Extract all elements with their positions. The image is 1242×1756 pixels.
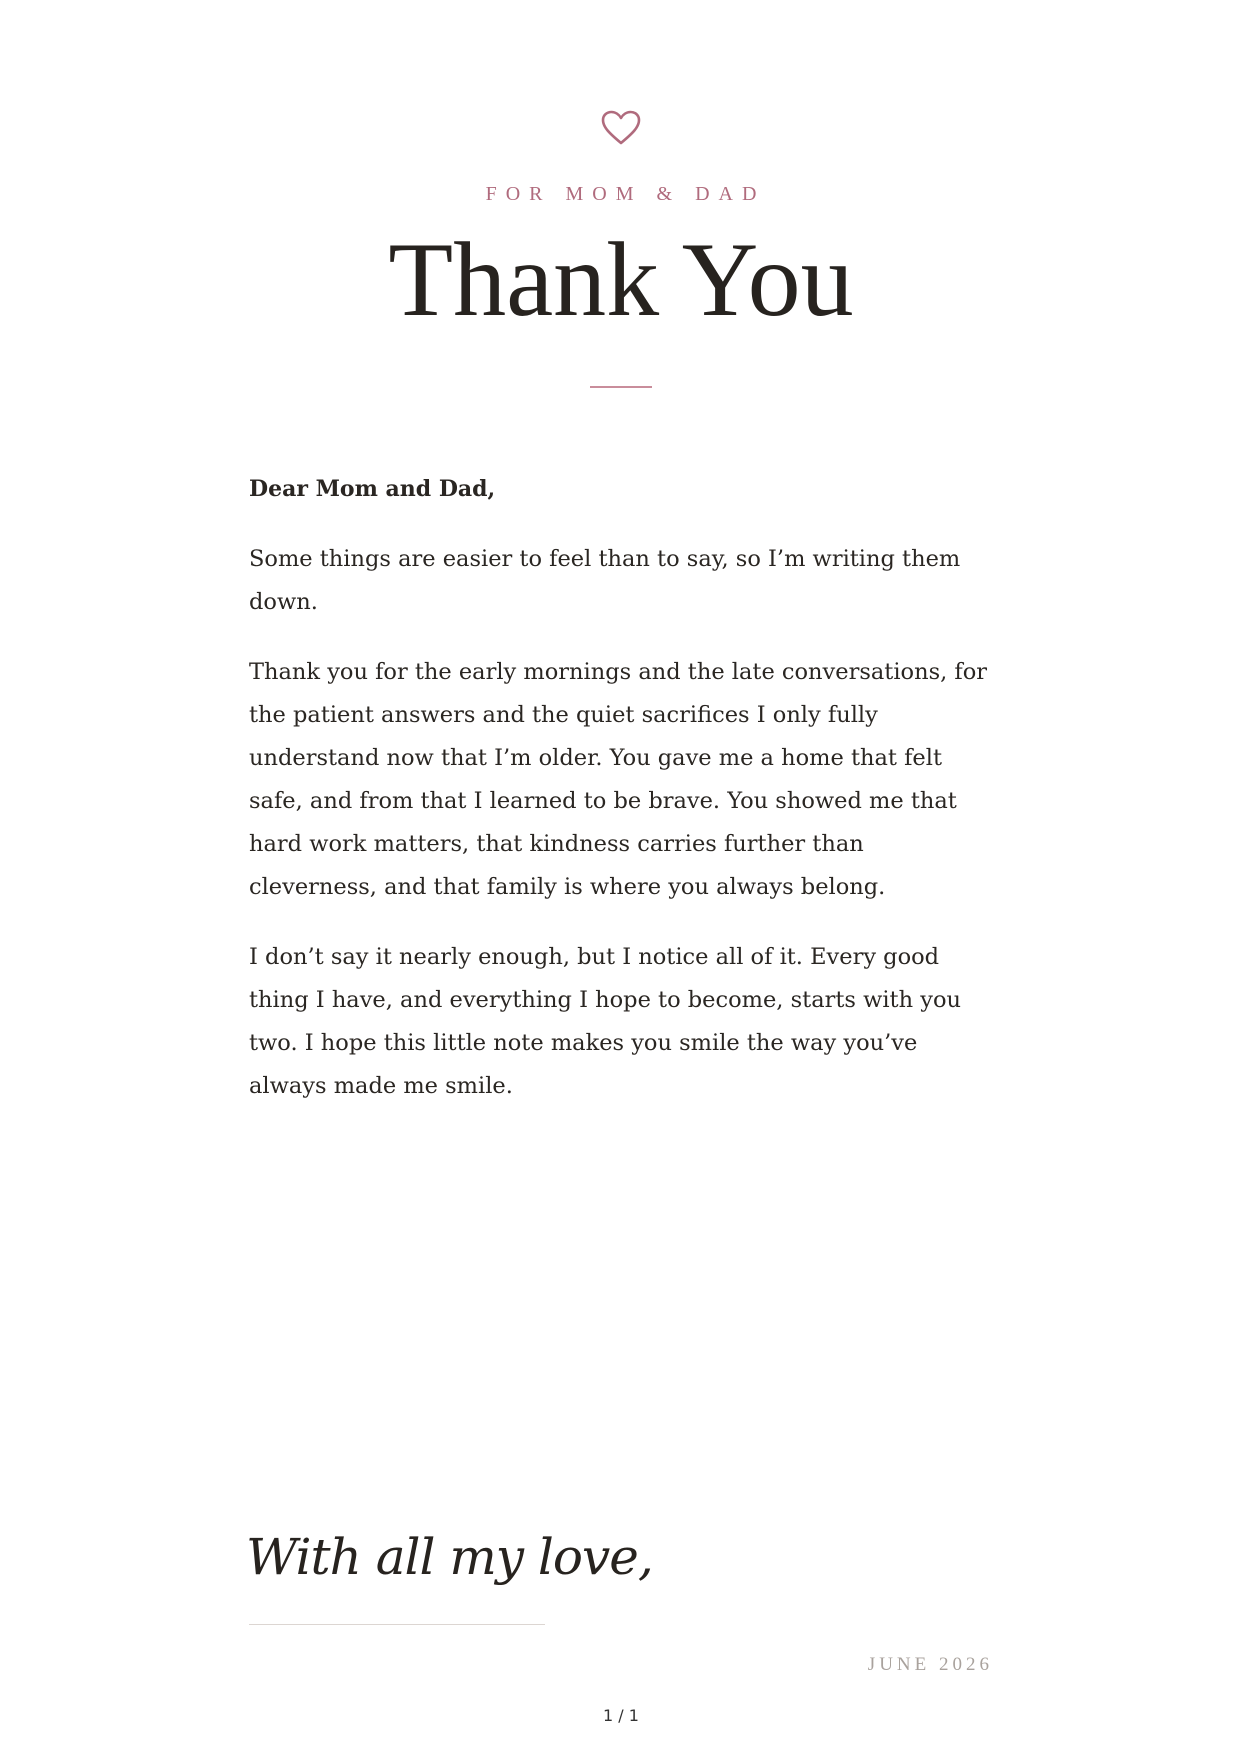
- letter-date: JUNE 2026: [867, 1654, 993, 1675]
- salutation: Dear Mom and Dad,: [249, 476, 496, 502]
- title-divider: [590, 386, 652, 388]
- letter-paragraph-2: Thank you for the early mornings and the late conversations, for the patient answers and the quiet sacrifices I only fully understand now that I’m older. You gave me a home that felt safe, and from that I learned to be brave. You showed me that hard work matters, that kindness carries further than cleverness, and that family is where you always belong.: [249, 659, 988, 900]
- letter-paragraph-1: Some things are easier to feel than to say, so I’m writing them down.: [249, 546, 961, 615]
- letter-body: [249, 468, 997, 1135]
- heart-icon: [601, 110, 641, 146]
- signature-line: [249, 1624, 545, 1625]
- eyebrow-label: FOR MOM & DAD: [485, 183, 766, 205]
- page-title: Thank You: [388, 221, 854, 338]
- signoff: With all my love,: [246, 1528, 653, 1586]
- letter-paragraph-3: I don’t say it nearly enough, but I notice all of it. Every good thing I have, and everything I hope to become, starts with you two. I hope this little note makes you smile the way you’ve always made me smile.: [249, 944, 961, 1099]
- page-number: 1 / 1: [603, 1706, 639, 1725]
